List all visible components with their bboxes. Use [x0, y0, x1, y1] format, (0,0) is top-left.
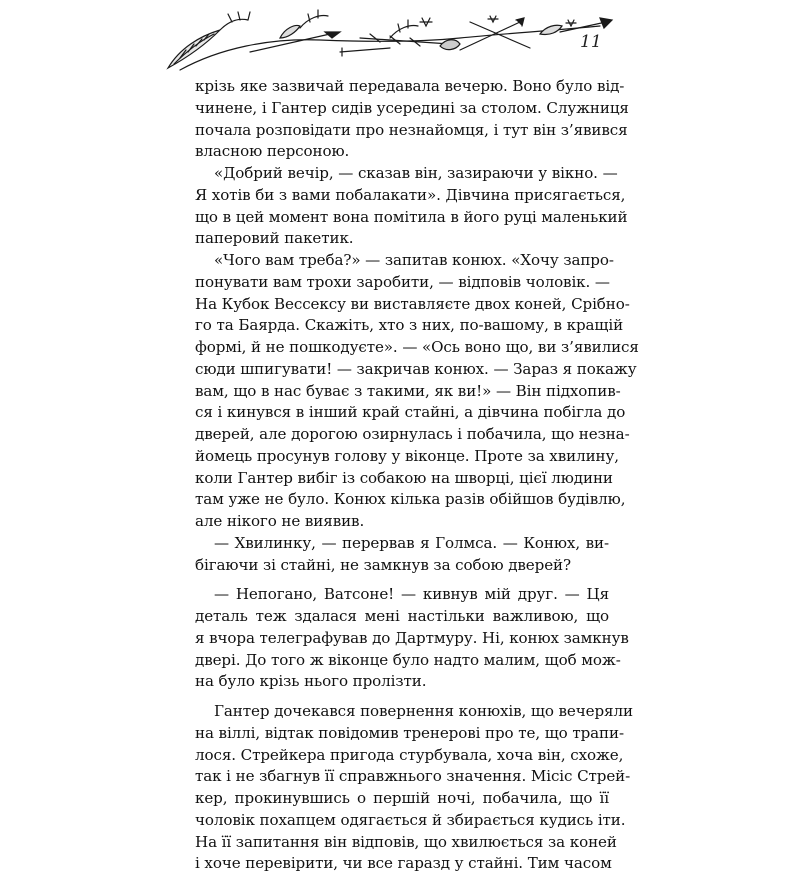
text-line: дверей, але дорогою озирнулась і побачила, що незна-: [195, 425, 630, 443]
text-line: чинене, і Гантер сидів усередині за столом. Служниця: [195, 98, 629, 117]
paragraph-gap: [195, 576, 609, 584]
text-line: вам, що в нас буває з такими, як ви!» — Він підхопив-: [195, 381, 621, 400]
text-line: так і не збагнув її справжнього значення. Місіс Стрей-: [195, 767, 631, 786]
text-line: «Добрий вечір, — сказав він, зазираючи у вікно. —: [214, 164, 618, 182]
text-line: «Чого вам треба?» — запитав конюх. «Хочу запро-: [214, 251, 614, 269]
text-line: коли Гантер вибіг із собакою на шворці, цієї людини: [195, 468, 613, 487]
text-line: понувати вам трохи заробити, — відповів чоловік. —: [195, 272, 610, 291]
text-line: кер, прокинувшись о першій ночі, побачила, що її: [195, 789, 609, 807]
paragraph: [195, 701, 633, 875]
text-line: Я хотів би з вами побалакати». Дівчина присягається,: [195, 185, 626, 204]
text-line: формі, й не пошкодуєте». — «Ось воно що, ви з’явилися: [195, 338, 639, 356]
paragraph-gap: [195, 693, 609, 701]
page-number: 11: [580, 32, 602, 52]
paragraph: [195, 250, 639, 533]
text-line: почала розповідати про незнайомця, і тут він з’явився: [195, 120, 628, 139]
text-line: деталь теж здалася мені настільки важливою, що: [195, 607, 609, 625]
paragraph: [195, 76, 629, 163]
text-line: го та Баярда. Скажіть, хто з них, по-вашому, в кращій: [195, 316, 624, 335]
text-line: що в цей момент вона помітила в його руці маленький: [195, 207, 628, 226]
text-line: Гантер дочекався повернення конюхів, що вечеряли: [214, 702, 633, 720]
text-line: але нікого не виявив.: [195, 512, 365, 530]
text-line: На Кубок Вессексу ви виставляєте двох коней, Срібно-: [195, 294, 630, 313]
text-line: двері. До того ж віконце було надто малим, щоб мож-: [195, 650, 621, 669]
paragraph: [195, 584, 629, 693]
paragraph: [195, 163, 628, 250]
text-line: ся і кинувся в інший край стайні, а дівчина побігла до: [195, 403, 626, 422]
text-line: там уже не було. Конюх кілька разів обійшов будівлю,: [195, 490, 626, 509]
text-line: — Непогано, Ватсоне! — кивнув мій друг. — Ця: [214, 585, 609, 604]
text-line: крізь яке зазвичай передавала вечерю. Воно було від-: [195, 77, 625, 95]
text-line: — Хвилинку, — перервав я Голмса. — Конюх, ви-: [214, 533, 609, 552]
text-line: бігаючи зі стайні, не замкнув за собою дверей?: [195, 555, 571, 574]
botanical-weapons-garland-icon: [160, 8, 615, 78]
text-line: йомець просунув голову у віконце. Проте за хвилину,: [195, 446, 619, 465]
text-line: сюди шпигувати! — закричав конюх. — Зараз я покажу: [195, 359, 637, 378]
text-line: На її запитання він відповів, що хвилюється за коней: [195, 832, 617, 851]
paragraph: [195, 533, 609, 577]
text-line: і хоче перевірити, чи все гаразд у стайні. Тим часом: [195, 854, 612, 873]
text-line: на віллі, відтак повідомив тренерові про те, що трапи-: [195, 723, 624, 742]
text-line: власною персоною.: [195, 142, 350, 161]
text-line: я вчора телеграфував до Дартмуру. Ні, конюх замкнув: [195, 628, 629, 647]
text-line: на було крізь нього пролізти.: [195, 672, 427, 691]
text-line: паперовий пакетик.: [195, 229, 354, 248]
text-line: чоловік похапцем одягається й збирається кудись іти.: [195, 810, 626, 829]
text-line: лося. Стрейкера пригода стурбувала, хоча він, схоже,: [195, 745, 624, 764]
body-text: [195, 76, 639, 875]
